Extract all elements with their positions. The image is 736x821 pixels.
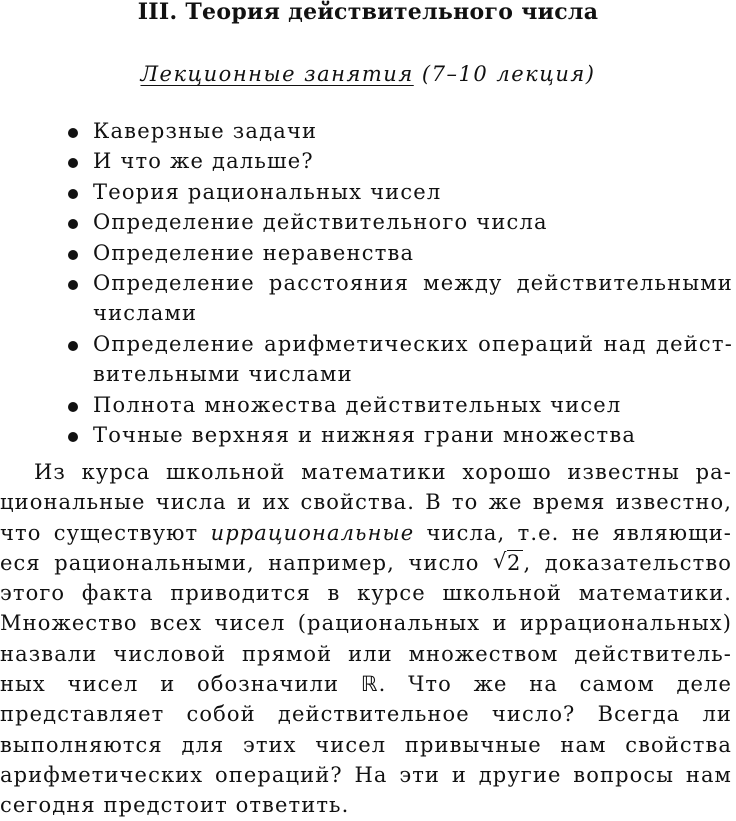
bullet-icon <box>68 250 78 260</box>
paragraph-text: ных чисел и обозначили <box>0 672 361 697</box>
list-item <box>0 420 736 450</box>
list-item-text: Определение неравенства <box>93 240 415 265</box>
list-item-text: Теория рациональных чисел <box>93 179 442 204</box>
list-item <box>0 268 736 329</box>
list-item-text: И что же дальше? <box>93 149 314 174</box>
body-paragraph <box>0 457 732 821</box>
list-item-text-continued: вительными числами <box>93 362 353 387</box>
paragraph-line: назвали числовой прямой или множеством действитель- <box>0 641 732 666</box>
paragraph-text: . Что же на самом деле <box>378 672 733 697</box>
paragraph-line: Множество всех чисел (рациональных и иррациональных) <box>0 611 732 636</box>
radical-sign: √ <box>493 548 508 573</box>
bullet-icon <box>68 402 78 412</box>
paragraph-line: циональные числа и их свойства. В то же время известно, <box>0 490 732 515</box>
list-item <box>0 207 736 237</box>
paragraph-line: арифметических операций? На эти и другие вопросы нам <box>0 762 732 787</box>
paragraph-text: еся рациональными, например, число <box>0 550 494 575</box>
list-item <box>0 146 736 176</box>
paragraph-line: этого факта приводится в курсе школьной математики. <box>0 581 732 606</box>
paragraph-line: Из курса школьной математики хорошо известны ра- <box>34 460 732 484</box>
bullet-icon <box>68 128 78 138</box>
paragraph-line: представляет собой действительное число? Всегда ли <box>0 702 732 727</box>
paragraph-line: сегодня предстоит ответить. <box>0 793 350 818</box>
paragraph-line <box>0 669 732 699</box>
paragraph-line <box>0 548 732 578</box>
bullet-icon <box>68 341 78 351</box>
list-item <box>0 177 736 207</box>
topic-list <box>0 116 736 450</box>
bullet-icon <box>68 280 78 290</box>
list-item-text: Точные верхняя и нижняя грани множества <box>93 423 637 448</box>
bullet-icon <box>68 158 78 168</box>
list-item <box>0 116 736 146</box>
paragraph-text: что существуют <box>0 520 211 545</box>
bullet-icon <box>68 219 78 229</box>
lecture-subtitle-range: (7–10 лекция) <box>413 62 596 86</box>
list-item-text: Каверзные задачи <box>93 119 318 143</box>
paragraph-line <box>0 518 732 548</box>
emphasized-term: иррациональные <box>210 520 415 545</box>
paragraph-line: выполняются для этих чисел привычные нам свойства <box>0 732 732 757</box>
bullet-icon <box>68 432 78 442</box>
list-item <box>0 329 736 390</box>
lecture-subtitle <box>0 60 736 88</box>
lecture-subtitle-underlined: Лекционные занятия <box>140 62 414 86</box>
list-item <box>0 390 736 420</box>
list-item-text: Определение арифметических операций над дейст- <box>93 331 733 356</box>
list-item-text: Определение действительного числа <box>93 210 548 235</box>
list-item-text: Полнота множества действительных чисел <box>93 392 622 417</box>
paragraph-text: числа, т.е. не являющи- <box>414 520 732 545</box>
radicand: 2 <box>507 550 522 575</box>
list-item <box>0 238 736 268</box>
paragraph-text: , доказательство <box>523 550 732 575</box>
list-item-text-continued: числами <box>93 301 198 326</box>
real-numbers-symbol: ℝ <box>360 672 379 697</box>
bullet-icon <box>68 189 78 199</box>
chapter-title: III. Теория действительного числа <box>137 0 599 25</box>
list-item-text: Определение расстояния между действительными <box>93 271 733 296</box>
square-root-expression <box>493 548 523 578</box>
